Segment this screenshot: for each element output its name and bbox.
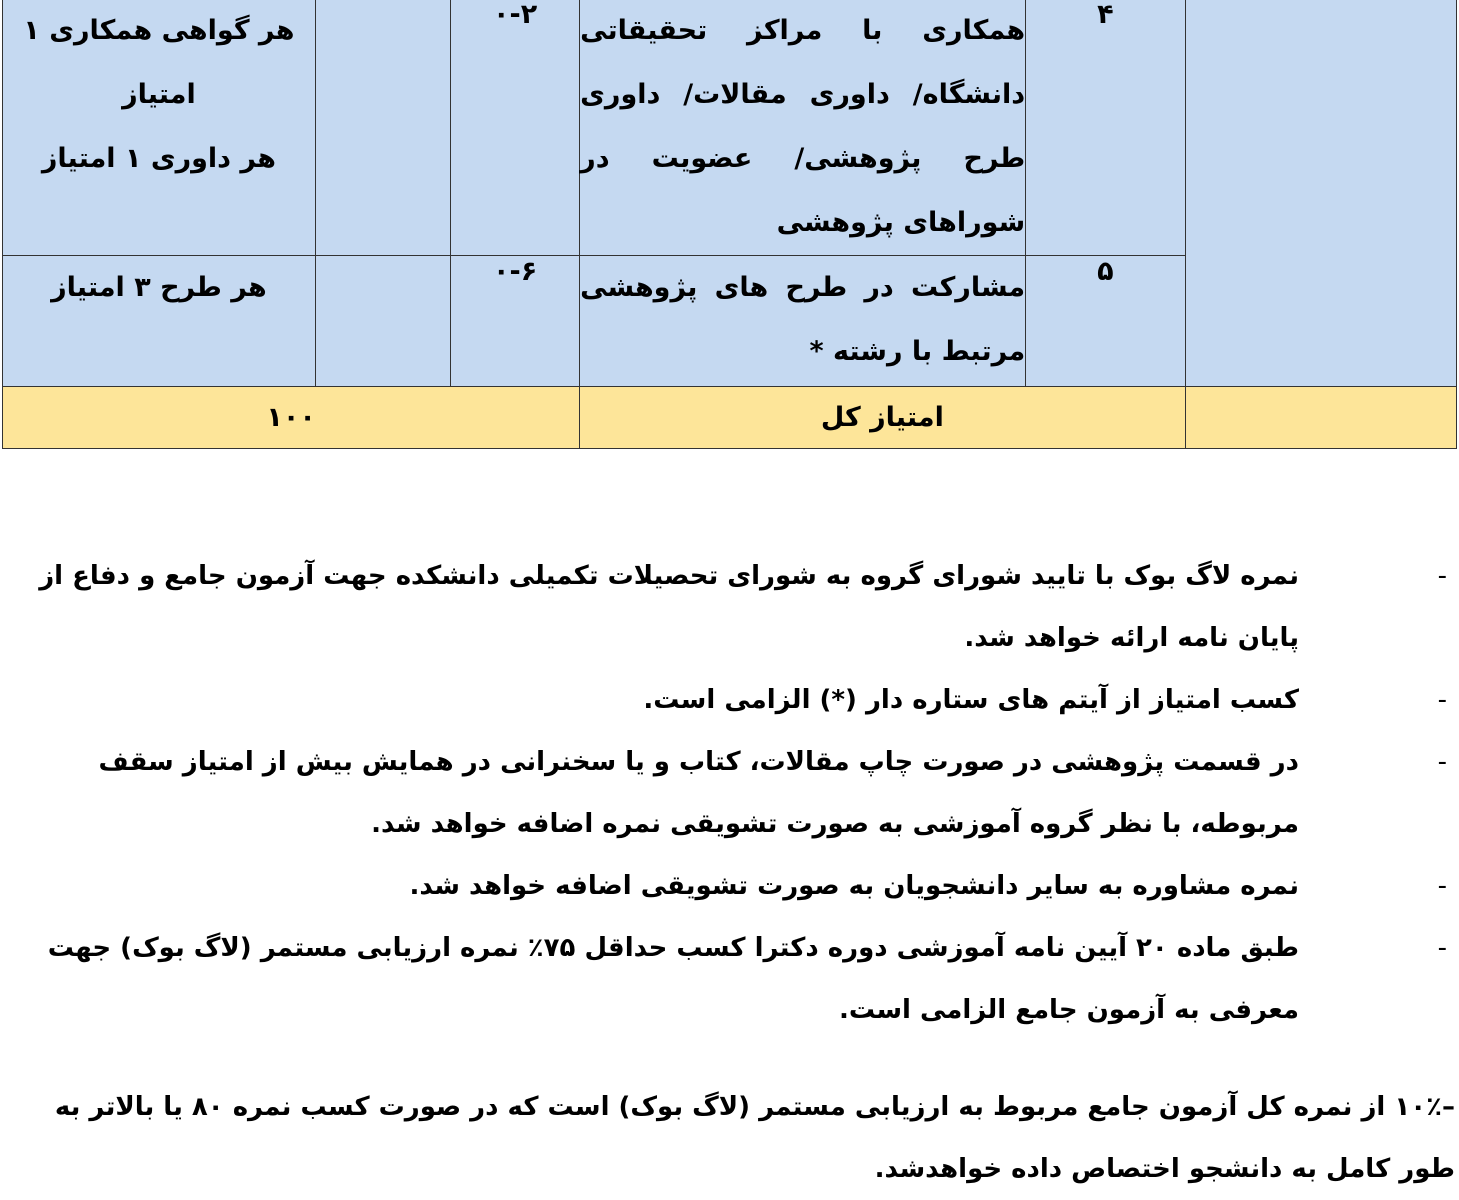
- table-row: [3, 0, 1457, 256]
- points-line: هر داوری ۱ امتیاز: [41, 143, 276, 174]
- points-line: هر گواهی همکاری ۱: [23, 15, 295, 46]
- row-number: ۴: [1026, 0, 1185, 256]
- row-number: ۵: [1026, 256, 1185, 387]
- points-cell: [3, 0, 316, 256]
- points-line: هر طرح ۳ امتیاز: [51, 272, 267, 303]
- score-table: [2, 0, 1457, 449]
- list-item: - نمره لاگ بوک با تایید شورای گروه به شورای تحصیلات تکمیلی دانشکده جهت آزمون جامع و دفاع از پایان نامه ارائه خواهد شد.: [9, 545, 1327, 669]
- activity-cell: همکاری با مراکز تحقیقاتی دانشگاه/ داوری مقالات/ داوری طرح پژوهشی/ عضویت در شوراهای پژوهشی: [580, 0, 1026, 256]
- range-cell: ۰-۲: [451, 0, 580, 256]
- footer-text: –۱۰٪ از نمره کل آزمون جامع مربوط به ارزیابی مستمر (لاگ بوک) است که در صورت کسب نمره ۸۰ یا بالاتر به طور کامل به دانشجو اختصاص داده خواهدشد.: [54, 1092, 1455, 1184]
- total-label: امتیاز کل: [580, 387, 1185, 449]
- total-category-cell: [1185, 387, 1456, 449]
- activity-cell: مشارکت در طرح های پژوهشی مرتبط با رشته *: [580, 256, 1026, 387]
- list-item: - طبق ماده ۲۰ آیین نامه آموزشی دوره دکترا کسب حداقل ۷۵٪ نمره ارزیابی مستمر (لاگ بوک) جهت معرفی به آزمون جامع الزامی است.: [9, 917, 1327, 1041]
- list-item: - کسب امتیاز از آیتم های ستاره دار (*) الزامی است.: [9, 669, 1327, 731]
- notes-list: [39, 545, 1459, 1041]
- points-cell: [3, 256, 316, 387]
- points-line: امتیاز: [122, 79, 196, 110]
- total-value: ۱۰۰: [3, 387, 580, 449]
- range-cell: ۰-۶: [451, 256, 580, 387]
- list-item: - نمره مشاوره به سایر دانشجویان به صورت تشویقی اضافه خواهد شد.: [9, 855, 1327, 917]
- extra-cell: [315, 0, 450, 256]
- footer-note: [0, 1076, 1455, 1200]
- list-item: - در قسمت پژوهشی در صورت چاپ مقالات، کتاب و یا سخنرانی در همایش بیش از امتیاز سقف مربوطه، با نظر گروه آموزشی به صورت تشویقی نمره اضافه خواهد شد.: [9, 731, 1327, 855]
- category-cell: [1185, 0, 1456, 387]
- total-row: [3, 387, 1457, 449]
- extra-cell: [315, 256, 450, 387]
